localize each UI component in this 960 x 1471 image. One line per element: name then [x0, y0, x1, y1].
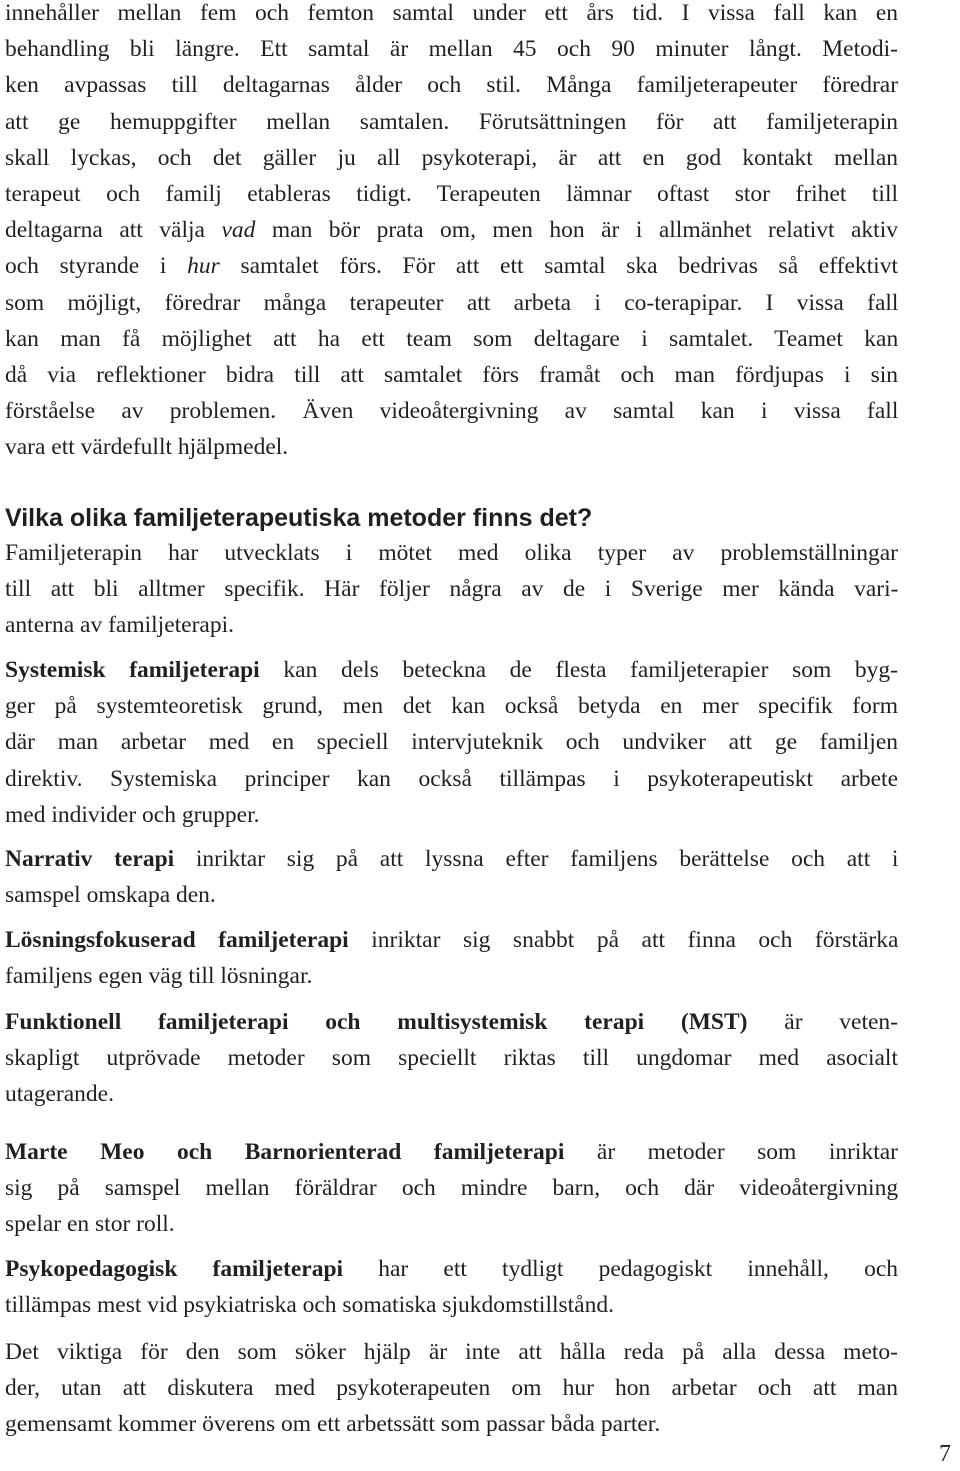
text-line: behandling bli längre. Ett samtal är mellan 45 och 90 minuter långt. Metodi-: [5, 36, 898, 63]
text-line: då via reflektioner bidra till att samtalet förs framåt och man fördjupas i sin: [5, 362, 899, 389]
method-funktionell: [5, 1004, 898, 1113]
text-line: [5, 1251, 898, 1287]
text-line: [5, 1004, 898, 1040]
text-line: skapligt utprövade metoder som speciellt riktas till ungdomar med asocialt: [5, 1045, 898, 1072]
text-line: ger på systemteoretisk grund, men det kan också betyda en mer specifik form: [5, 693, 898, 720]
text-line: [5, 248, 898, 284]
text-line: sig på samspel mellan föräldrar och mindre barn, och där videoåtergivning: [5, 1175, 899, 1202]
text-line: spelar en stor roll.: [5, 1211, 175, 1238]
method-systemisk: [5, 652, 898, 833]
method-term: Narrativ terapi: [5, 846, 175, 872]
text-line: samspel omskapa den.: [5, 882, 216, 909]
text-line: Det viktiga för den som söker hjälp är inte att hålla reda på alla dessa meto-: [5, 1339, 898, 1365]
text-line: ken avpassas till deltagarnas ålder och stil. Många familjeterapeuter föredrar: [5, 72, 899, 99]
method-term: Systemisk familjeterapi: [5, 657, 260, 683]
text-line: tillämpas mest vid psykiatriska och somatiska sjukdomstillstånd.: [5, 1292, 614, 1319]
text-line: med individer och grupper.: [5, 801, 260, 828]
method-term: Lösningsfokuserad familjeterapi: [5, 927, 349, 953]
section-intro-paragraph: [5, 535, 898, 644]
text-span: är metoder som inriktar: [564, 1139, 898, 1165]
italic-word-hur: hur: [187, 253, 220, 280]
text-line: familjens egen väg till lösningar.: [5, 963, 313, 990]
text-line: [5, 212, 898, 248]
method-losningsfokuserad: [5, 922, 898, 994]
method-narrativ: [5, 841, 898, 913]
text-span: kan dels beteckna de flesta familjeterapier som byg-: [259, 657, 898, 683]
method-term: Psykopedagogisk familjeterapi: [5, 1256, 344, 1282]
text-span: samtalet förs. För att ett samtal ska bedrivas så effektivt: [219, 253, 898, 280]
text-line: [5, 841, 898, 877]
text-line: Familjeterapin har utvecklats i mötet med olika typer av problemställningar: [5, 540, 898, 566]
text-line: direktiv. Systemiska principer kan också tillämpas i psykoterapeutiskt arbete: [5, 765, 898, 792]
text-line: som möjligt, föredrar många terapeuter att arbeta i co-terapipar. I vissa fall: [5, 289, 899, 316]
method-marte-meo: [5, 1134, 898, 1243]
text-span: deltagarna att välja: [5, 217, 222, 244]
text-span: och styrande i: [5, 253, 188, 280]
page-number: 7: [939, 1441, 951, 1467]
text-line: [5, 1134, 898, 1170]
closing-paragraph: [5, 1334, 898, 1443]
italic-word-vad: vad: [221, 217, 256, 244]
text-line: utagerande.: [5, 1081, 114, 1108]
text-line: kan man få möjlighet att ha ett team som deltagare i samtalet. Teamet kan: [5, 325, 899, 352]
text-line: [5, 652, 898, 688]
text-line: [5, 922, 898, 958]
intro-paragraph: [5, 0, 898, 466]
text-span: inriktar sig snabbt på att finna och förstärka: [348, 927, 899, 953]
text-line: gemensamt kommer överens om ett arbetssätt som passar båda parter.: [5, 1411, 661, 1438]
text-span: man bör prata om, men hon är i allmänhet relativt aktiv: [255, 217, 898, 244]
text-line: der, utan att diskutera med psykoterapeuten om hur hon arbetar och att man: [5, 1375, 898, 1402]
text-span: är veten-: [747, 1009, 898, 1035]
text-line: innehåller mellan fem och femton samtal under ett års tid. I vissa fall kan en: [5, 0, 898, 26]
text-line: där man arbetar med en speciell intervjuteknik och undviker att ge familjen: [5, 729, 898, 756]
text-line: anterna av familjeterapi.: [5, 612, 234, 639]
text-line: förståelse av problemen. Även videoåtergivning av samtal kan i vissa fall: [5, 398, 899, 425]
text-line: vara ett värdefullt hjälpmedel.: [5, 434, 289, 461]
method-term: Marte Meo och Barnorienterad familjeterapi: [5, 1139, 565, 1165]
method-psykopedagogisk: [5, 1251, 898, 1323]
text-line: till att bli alltmer specifik. Här följer några av de i Sverige mer kända vari-: [5, 576, 899, 603]
text-line: skall lyckas, och det gäller ju all psykoterapi, är att en god kontakt mellan: [5, 144, 898, 171]
text-line: att ge hemuppgifter mellan samtalen. Förutsättningen för att familjeterapin: [5, 108, 898, 135]
section-heading: Vilka olika familjeterapeutiska metoder finns det?: [5, 504, 593, 532]
text-line: terapeut och familj etableras tidigt. Terapeuten lämnar oftast stor frihet till: [5, 181, 898, 208]
method-term: Funktionell familjeterapi och multisystemisk terapi (MST): [5, 1009, 748, 1035]
text-span: inriktar sig på att lyssna efter familjens berättelse och att i: [174, 846, 899, 872]
text-span: har ett tydligt pedagogiskt innehåll, och: [343, 1256, 898, 1282]
